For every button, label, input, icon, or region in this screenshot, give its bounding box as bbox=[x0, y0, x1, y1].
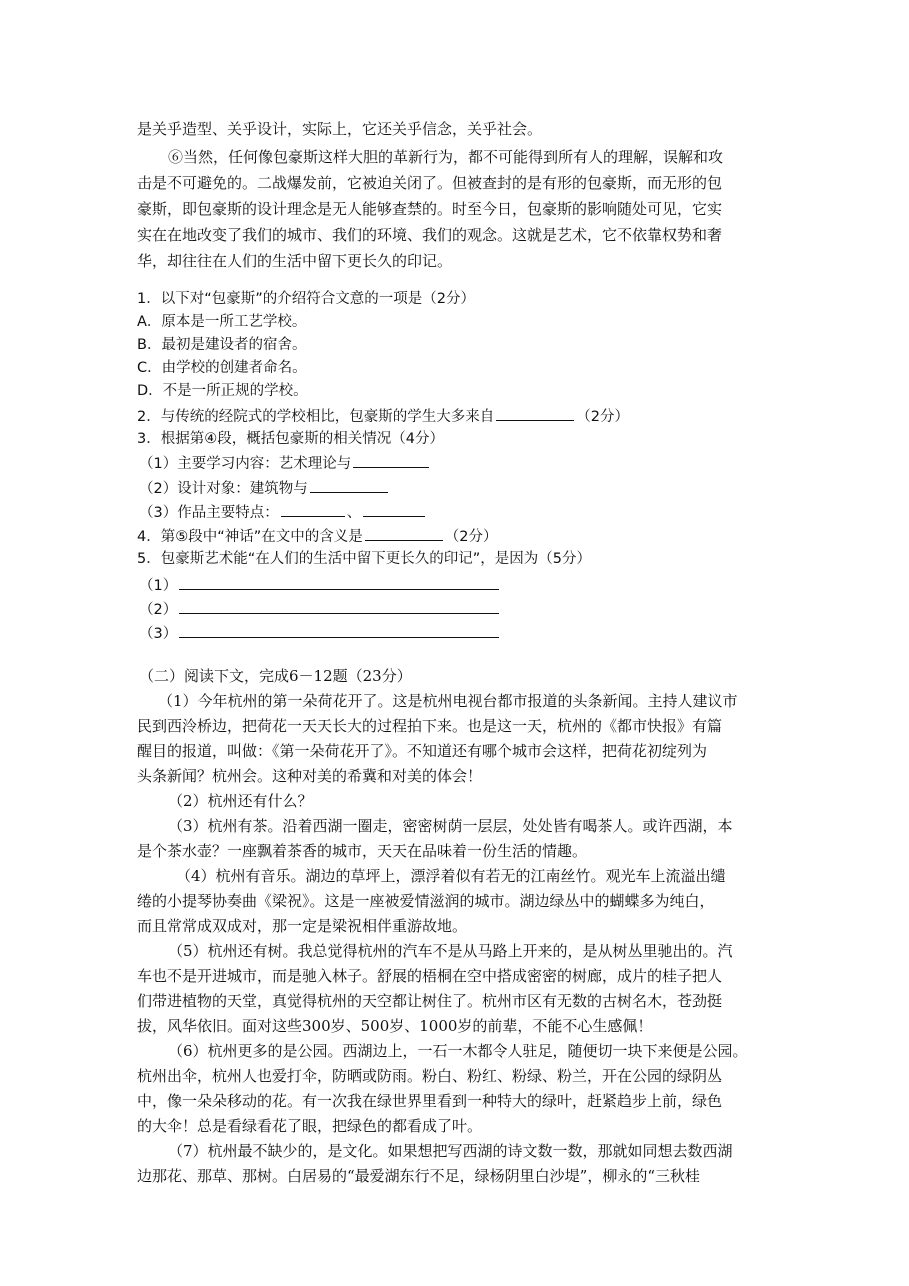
question-3-item-3-text: （3）作品主要特点： bbox=[139, 505, 279, 521]
passage-line: 是关乎造型、关乎设计，实际上，它还关乎信念，关乎社会。 bbox=[137, 120, 543, 138]
article-paragraph-5: （5）杭州还有树。我总觉得杭州的汽车不是从马路上开来的，是从树丛里驰出的。汽 bbox=[168, 942, 733, 960]
section-2-heading: （二）阅读下文，完成6－12题（23分） bbox=[139, 667, 412, 685]
article-paragraph-3: （3）杭州有茶。沿着西湖一圈走，密密树荫一层层，处处皆有喝茶人。或许西湖，本 bbox=[168, 817, 733, 835]
article-line: 边那花、那草、那树。白居易的“最爱湖东行不足，绿杨阴里白沙堤”，柳永的“三秋桂 bbox=[137, 1167, 701, 1185]
question-5: 5．包豪斯艺术能“在人们的生活中留下更长久的印记”，是因为（5分） bbox=[137, 551, 591, 567]
article-line: 而且常常成双成对，那一定是梁祝相伴重游故地。 bbox=[137, 917, 468, 935]
question-1-option-b: B．最初是建设者的宿舍。 bbox=[137, 337, 307, 353]
answer-blank[interactable] bbox=[496, 405, 574, 421]
question-3-item-3 bbox=[139, 501, 427, 523]
question-3-item-1-text: （1）主要学习内容：艺术理论与 bbox=[139, 456, 352, 472]
answer-blank[interactable] bbox=[365, 525, 443, 541]
separator: 、 bbox=[346, 505, 362, 521]
question-3-item-2-text: （2）设计对象：建筑物与 bbox=[139, 481, 308, 497]
article-line: 民到西泠桥边，把荷花一天天长大的过程拍下来。也是这一天，杭州的《都市快报》有篇 bbox=[137, 717, 723, 735]
article-line: 绻的小提琴协奏曲《梁祝》。这是一座被爱情滋润的城市。湖边绿丛中的蝴蝶多为纯白， bbox=[137, 892, 715, 910]
question-4-score: （2分） bbox=[444, 529, 498, 545]
question-1-option-a: A．原本是一所工艺学校。 bbox=[137, 314, 307, 330]
answer-blank[interactable] bbox=[179, 574, 499, 590]
article-paragraph-4: （4）杭州有音乐。湖边的草坪上，漂浮着似有若无的江南丝竹。观光车上流溢出缱 bbox=[176, 867, 726, 885]
passage-line: 华，却往往在人们的生活中留下更长久的印记。 bbox=[137, 252, 453, 270]
question-5-item-2 bbox=[139, 598, 501, 620]
article-line: 们带进植物的天堂，真觉得杭州的天空都让树住了。杭州市区有无数的古树名木，苍劲挺 bbox=[137, 992, 723, 1010]
answer-blank[interactable] bbox=[363, 501, 425, 517]
article-paragraph-2: （2）杭州还有什么？ bbox=[168, 792, 313, 810]
question-4 bbox=[137, 525, 497, 547]
answer-blank[interactable] bbox=[310, 477, 388, 493]
answer-blank[interactable] bbox=[179, 622, 499, 638]
article-line: 是个茶水壶？一座飘着茶香的城市，天天在品味着一份生活的情趣。 bbox=[137, 842, 588, 860]
answer-blank[interactable] bbox=[353, 452, 429, 468]
question-1-option-d: D．不是一所正规的学校。 bbox=[137, 383, 308, 399]
question-2-text: 2．与传统的经院式的学校相比，包豪斯的学生大多来自 bbox=[137, 409, 495, 425]
question-3-item-2 bbox=[139, 477, 390, 499]
question-5-item-3 bbox=[139, 622, 501, 644]
answer-blank[interactable] bbox=[179, 598, 499, 614]
question-5-item-2-num: （2） bbox=[139, 602, 178, 618]
passage-line: 实在在地改变了我们的城市、我们的环境、我们的观念。这就是艺术，它不依靠权势和奢 bbox=[137, 226, 723, 244]
question-2-score: （2分） bbox=[576, 409, 629, 425]
article-line: 醒目的报道，叫做：《第一朵荷花开了》。不知道还有哪个城市会这样，把荷花初绽列为 bbox=[137, 742, 708, 760]
passage-line: 豪斯，即包豪斯的设计理念是无人能够查禁的。时至今日，包豪斯的影响随处可见，它实 bbox=[137, 200, 723, 218]
question-5-item-1-num: （1） bbox=[139, 578, 178, 594]
article-line: 拔，风华依旧。面对这些300岁、500岁、1000岁的前辈，不能不心生感佩！ bbox=[137, 1017, 653, 1035]
question-2 bbox=[137, 405, 629, 427]
question-5-item-3-num: （3） bbox=[139, 626, 178, 642]
article-line: 中，像一朵朵移动的花。有一次我在绿世界里看到一种特大的绿叶，赶紧趋步上前，绿色 bbox=[137, 1092, 723, 1110]
question-3: 3．根据第④段，概括包豪斯的相关情况（4分） bbox=[137, 431, 444, 447]
article-line: 头条新闻？杭州会。这种对美的希冀和对美的体会！ bbox=[137, 767, 483, 785]
article-line: 杭州出伞，杭州人也爱打伞，防晒或防雨。粉白、粉红、粉绿、粉兰，开在公园的绿阴丛 bbox=[137, 1067, 723, 1085]
passage-paragraph-6: ⑥当然，任何像包豪斯这样大胆的革新行为，都不可能得到所有人的理解，误解和攻 bbox=[168, 148, 724, 166]
article-line: 的大伞！总是看绿看花了眼，把绿色的都看成了叶。 bbox=[137, 1117, 483, 1135]
passage-line: 击是不可避免的。二战爆发前，它被迫关闭了。但被查封的是有形的包豪斯，而无形的包 bbox=[137, 174, 723, 192]
article-paragraph-1: （1）今年杭州的第一朵荷花开了。这是杭州电视台都市报道的头条新闻。主持人建议市 bbox=[158, 692, 738, 710]
question-4-text: 4．第⑤段中“神话”在文中的含义是 bbox=[137, 529, 363, 545]
question-1: 1．以下对“包豪斯”的介绍符合文意的一项是（2分） bbox=[137, 291, 475, 307]
question-1-option-c: C．由学校的创建者命名。 bbox=[137, 360, 307, 376]
article-paragraph-6: （6）杭州更多的是公园。西湖边上，一石一木都令人驻足，随便切一块下来便是公园。 bbox=[168, 1042, 748, 1060]
answer-blank[interactable] bbox=[281, 501, 345, 517]
article-paragraph-7: （7）杭州最不缺少的，是文化。如果想把写西湖的诗文数一数，那就如同想去数西湖 bbox=[168, 1142, 733, 1160]
question-3-item-1 bbox=[139, 452, 431, 474]
question-5-item-1 bbox=[139, 574, 501, 596]
article-line: 车也不是开进城市，而是驰入林子。舒展的梧桐在空中搭成密密的树廊，成片的桂子把人 bbox=[137, 967, 723, 985]
